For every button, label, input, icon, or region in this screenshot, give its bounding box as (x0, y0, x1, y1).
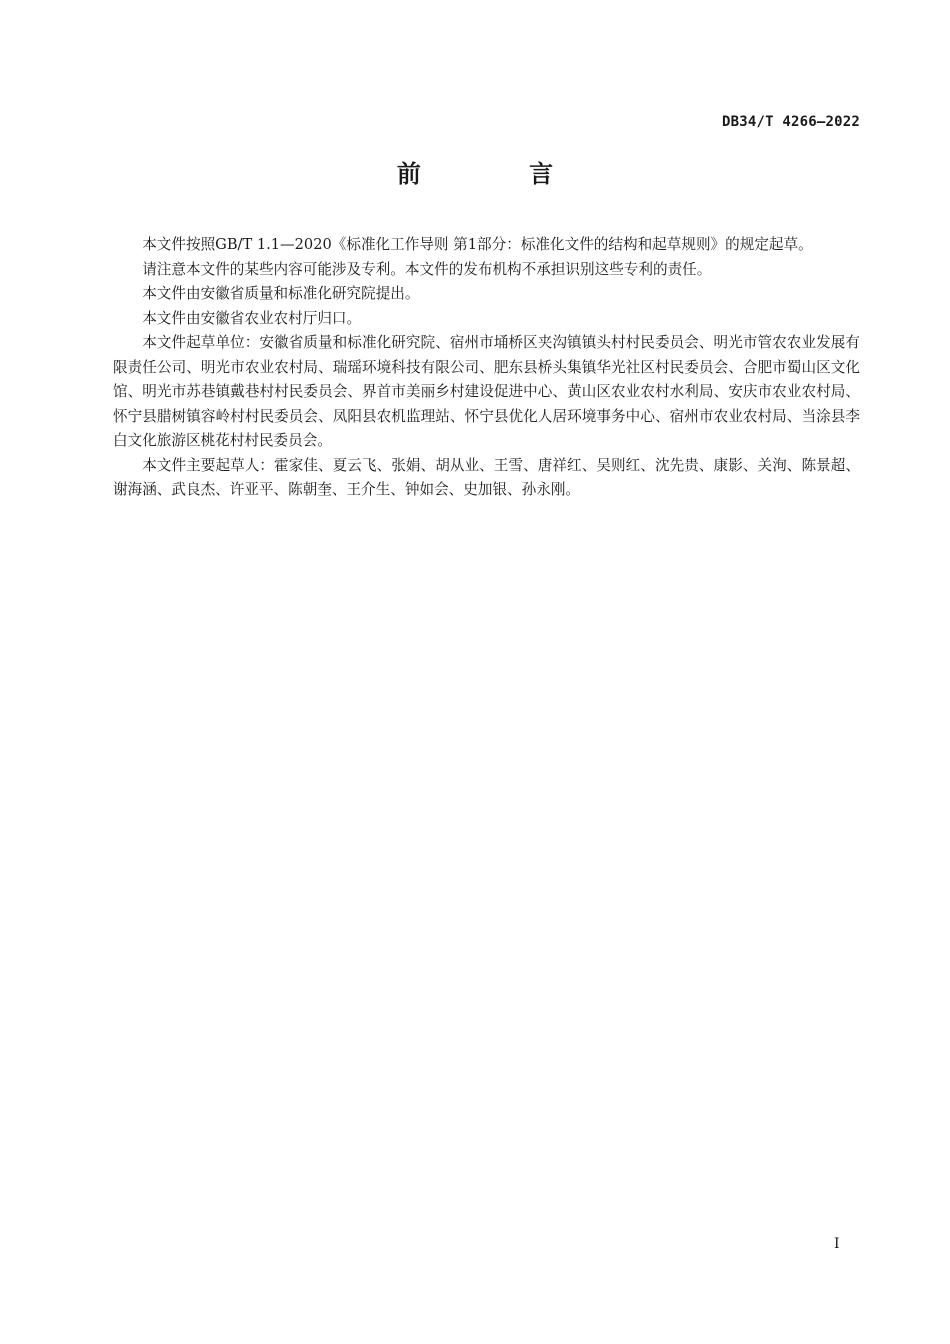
paragraph-drafters: 本文件主要起草人：霍家佳、夏云飞、张娟、胡从业、王雪、唐祥红、吴则红、沈先贵、康影、关洵、陈景超、谢海涵、武良杰、许亚平、陈朝奎、王介生、钟如会、史加银、孙永刚。 (113, 456, 860, 498)
paragraph-administrator: 本文件由安徽省农业农村厅归口。 (142, 309, 362, 327)
paragraph-drafting-units: 本文件起草单位：安徽省质量和标准化研究院、宿州市埇桥区夹沟镇镇头村村民委员会、明光市管农农业发展有限责任公司、明光市农业农村局、瑞瑶环境科技有限公司、肥东县桥头集镇华光社区村民委员会、合肥市蜀山区文化馆、明光市苏巷镇戴巷村村民委员会、界首市美丽乡村建设促进中心、黄山区农业农村水利局、安庆市农业农村局、怀宁县腊树镇容岭村村民委员会、凤阳县农机监理站、怀宁县优化人居环境事务中心、宿州市农业农村局、当涂县李白文化旅游区桃花村村民委员会。 (113, 334, 860, 449)
page-number: I (834, 1236, 840, 1252)
paragraph-proposer: 本文件由安徽省质量和标准化研究院提出。 (142, 285, 420, 302)
foreword-body (113, 233, 860, 503)
document-code: DB34/T 4266—2022 (721, 114, 860, 130)
paragraph-drafting-rules: 本文件按照GB/T 1.1—2020《标准化工作导则 第1部分：标准化文件的结构和起草规则》的规定起草。 (142, 236, 813, 253)
page-title: 前 言 (396, 160, 604, 188)
paragraph-patent-notice: 请注意本文件的某些内容可能涉及专利。本文件的发布机构不承担识别这些专利的责任。 (142, 260, 712, 278)
